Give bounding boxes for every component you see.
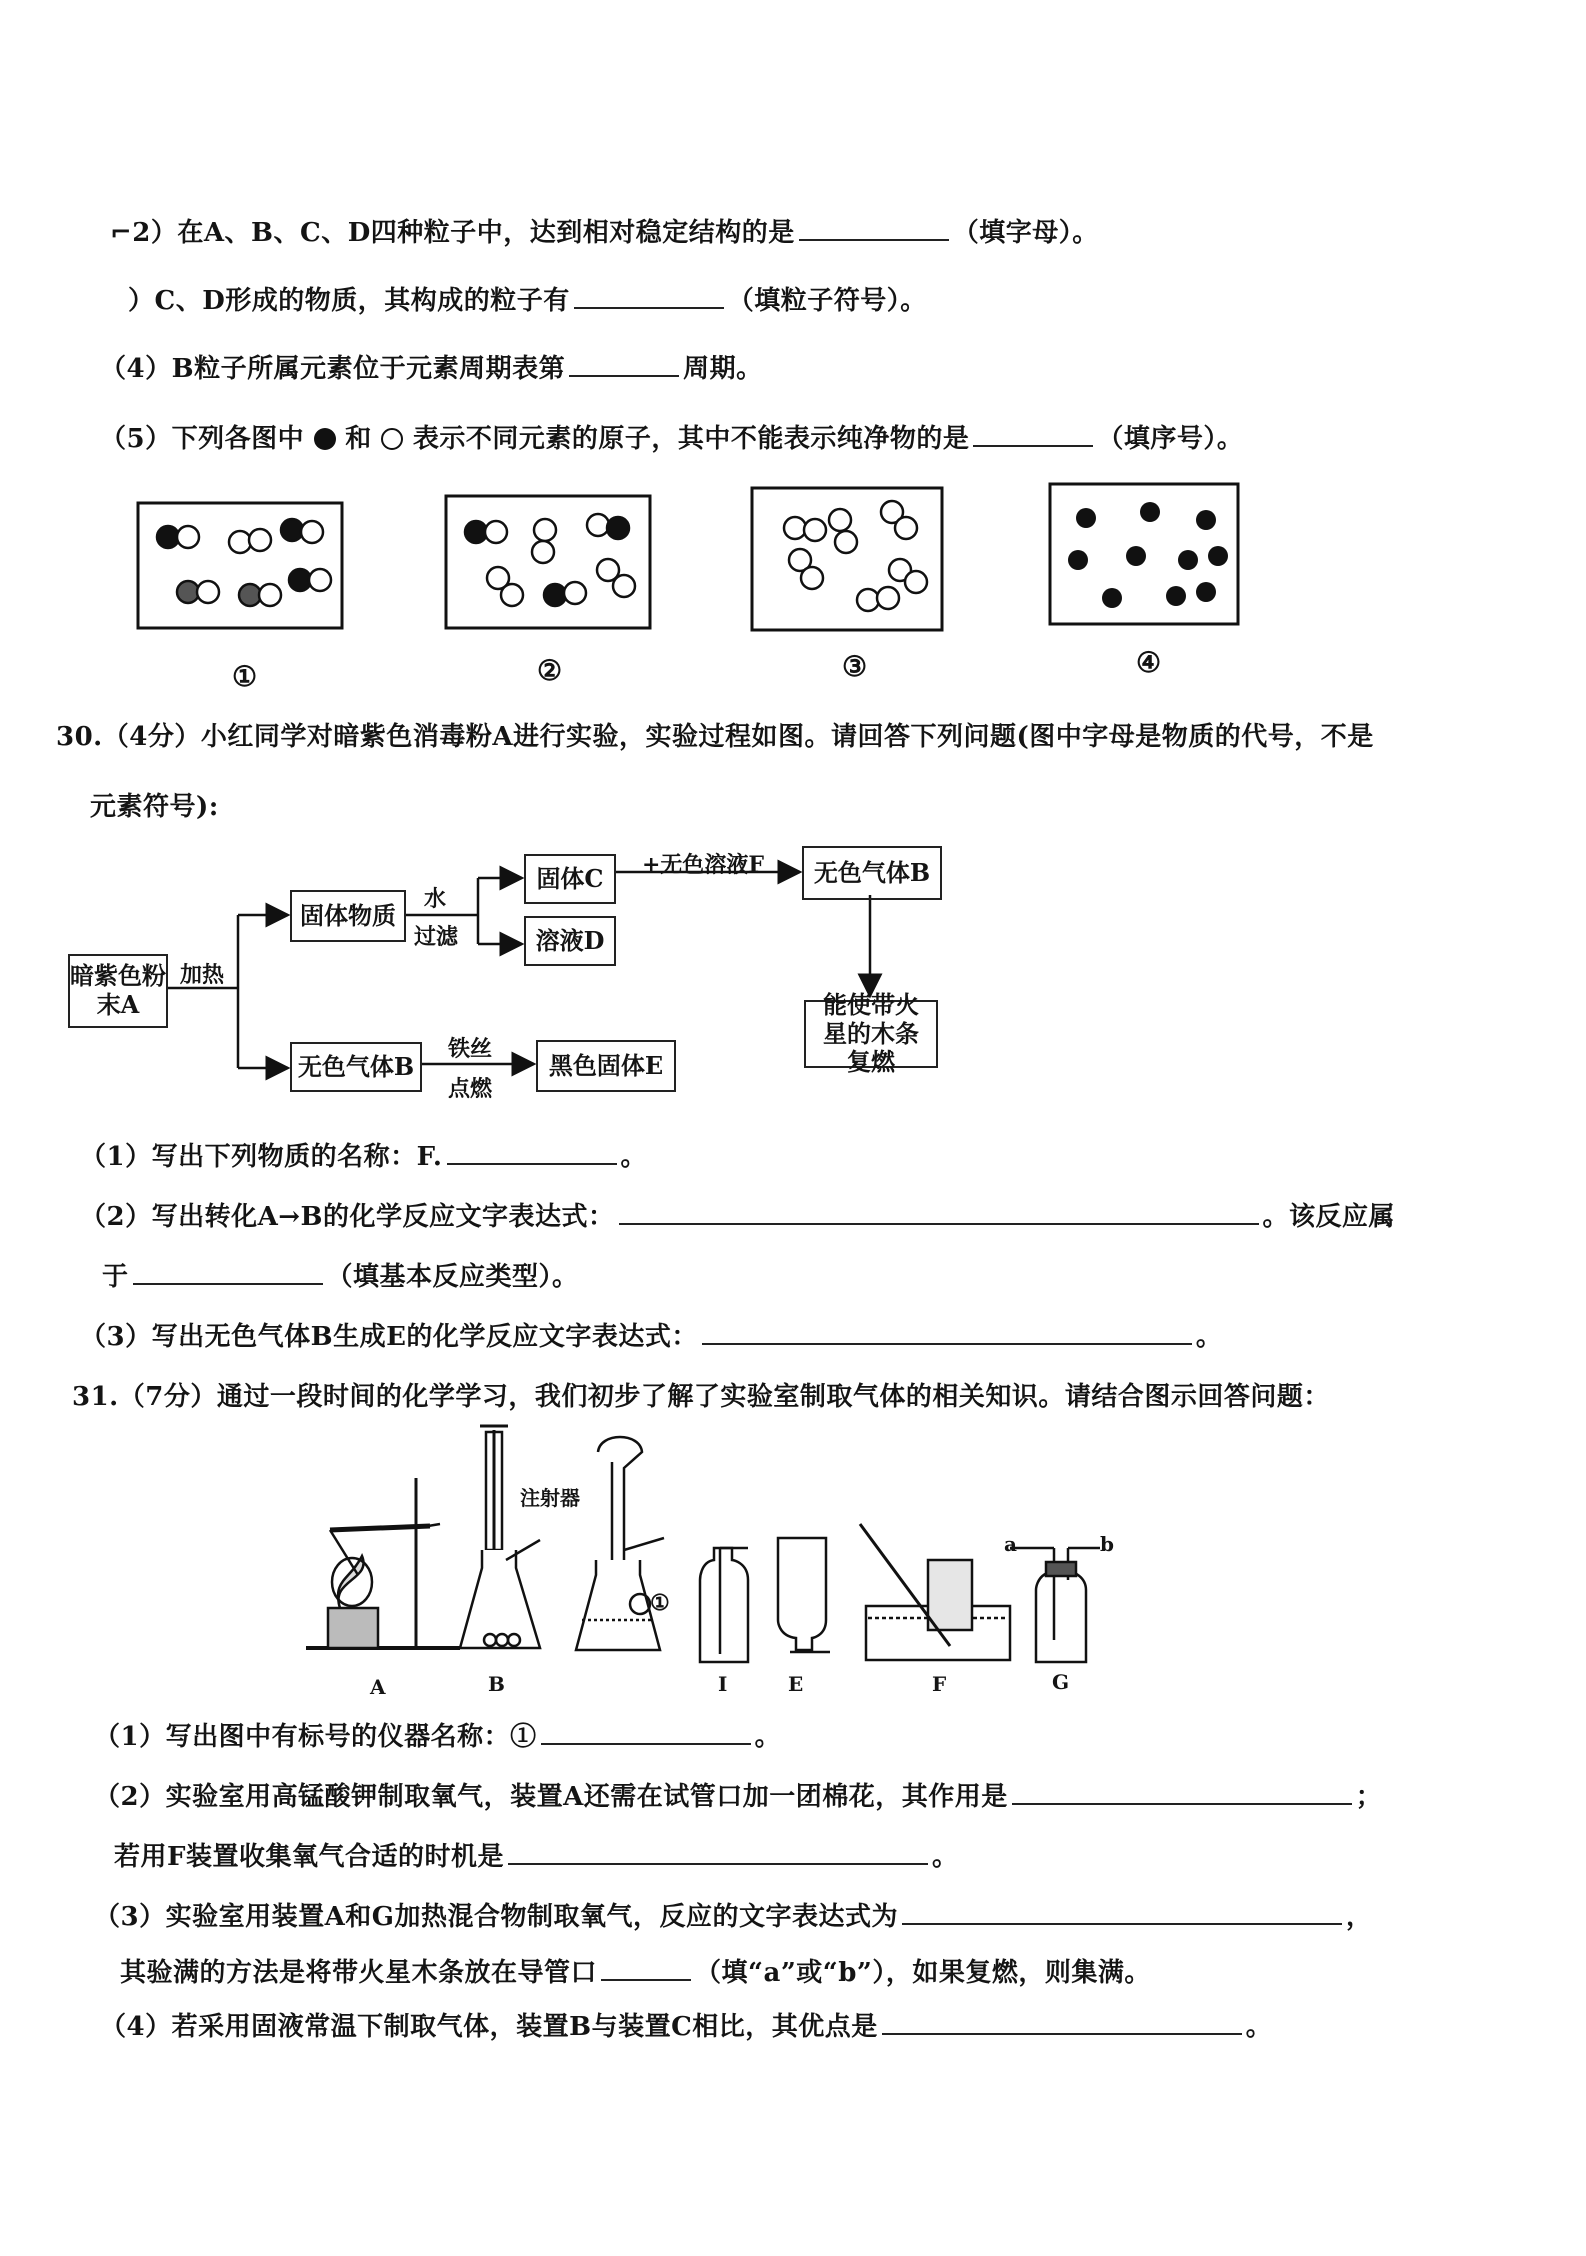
q31-part3: （3）实验室用装置A和G加热混合物制取氧气，反应的文字表达式为 ，	[94, 1902, 1373, 1932]
q29-part4: （4）B粒子所属元素位于元素周期表第 周期。	[100, 354, 763, 384]
flow-node-d: 溶液D	[524, 916, 616, 966]
q31-p3-blank[interactable]	[902, 1901, 1342, 1925]
apparatus-label-g: G	[1052, 1670, 1070, 1694]
q31-part2b: 若用F装置收集氧气合适的时机是 。	[114, 1842, 959, 1872]
port-label-a: a	[1004, 1532, 1017, 1556]
flow-node-solid: 固体物质	[290, 890, 406, 942]
flow-node-b-top: 无色气体B	[802, 846, 942, 900]
q29-part5: （5）下列各图中 和 表示不同元素的原子，其中不能表示纯净物的是 （填序号）。	[100, 424, 1244, 454]
flow-label-water: 水	[424, 886, 447, 912]
q30-part2b: 于 （填基本反应类型）。	[102, 1262, 579, 1292]
flow-node-e: 黑色固体E	[536, 1040, 676, 1092]
q31-p4-blank[interactable]	[882, 2011, 1242, 2035]
syringe-label: 注射器	[520, 1486, 580, 1510]
particle-label-4: ④	[1136, 646, 1162, 679]
q30-intro-1: 30.（4分）小红同学对暗紫色消毒粉A进行实验，实验过程如图。请回答下列问题(图中字母是物质的代号，不是	[56, 722, 1374, 752]
flow-node-b-bottom: 无色气体B	[290, 1042, 422, 1092]
q31-p3b-blank[interactable]	[601, 1957, 691, 1981]
particle-label-2: ②	[537, 654, 563, 687]
q29-part3: ）C、D形成的物质，其构成的粒子有 （填粒子符号）。	[128, 286, 927, 316]
flow-label-heat: 加热	[180, 962, 225, 988]
q31-part4: （4）若采用固液常温下制取气体，装置B与装置C相比，其优点是 。	[100, 2012, 1273, 2042]
apparatus-label-f: F	[932, 1672, 947, 1696]
port-label-b: b	[1100, 1532, 1114, 1556]
apparatus-label-i: I	[718, 1672, 728, 1696]
q30-part1: （1）写出下列物质的名称：F. 。	[80, 1142, 648, 1172]
flow-label-iron-wire: 铁丝	[448, 1036, 493, 1062]
flow-label-add-f: +无色溶液F	[642, 852, 765, 878]
q30-part2: （2）写出转化A→B的化学反应文字表达式： 。该反应属	[80, 1202, 1396, 1232]
instrument-1-label: ①	[650, 1590, 670, 1616]
q31-p2-blank[interactable]	[1012, 1781, 1352, 1805]
apparatus-label-b: B	[488, 1672, 505, 1696]
q31-part1: （1）写出图中有标号的仪器名称：① 。	[94, 1722, 782, 1752]
flow-label-filter: 过滤	[414, 924, 459, 950]
q29-part2: ⌐2）在A、B、C、D四种粒子中，达到相对稳定结构的是 （填字母）。	[110, 218, 1099, 248]
q30-part3: （3）写出无色气体B生成E的化学反应文字表达式： 。	[80, 1322, 1223, 1352]
apparatus-label-a: A	[370, 1675, 386, 1699]
apparatus-label-e: E	[788, 1672, 804, 1696]
q30-intro-2: 元素符号):	[90, 792, 219, 822]
q31-p1-blank[interactable]	[541, 1721, 751, 1745]
particle-label-1: ①	[232, 660, 258, 693]
flow-node-relight: 能使带火星的木条复燃	[804, 1000, 938, 1068]
q31-part3b: 其验满的方法是将带火星木条放在导管口 （填“a”或“b”），如果复燃，则集满。	[120, 1958, 1151, 1988]
flow-node-a: 暗紫色粉末A	[68, 954, 168, 1028]
q31-intro: 31.（7分）通过一段时间的化学学习，我们初步了解了实验室制取气体的相关知识。请结合图示回答问题：	[72, 1382, 1330, 1412]
flow-label-ignite: 点燃	[448, 1076, 493, 1102]
particle-label-3: ③	[842, 650, 868, 683]
flow-node-c: 固体C	[524, 854, 616, 904]
q31-part2: （2）实验室用高锰酸钾制取氧气，装置A还需在试管口加一团棉花，其作用是 ；	[94, 1782, 1383, 1812]
q31-p2b-blank[interactable]	[508, 1841, 928, 1865]
